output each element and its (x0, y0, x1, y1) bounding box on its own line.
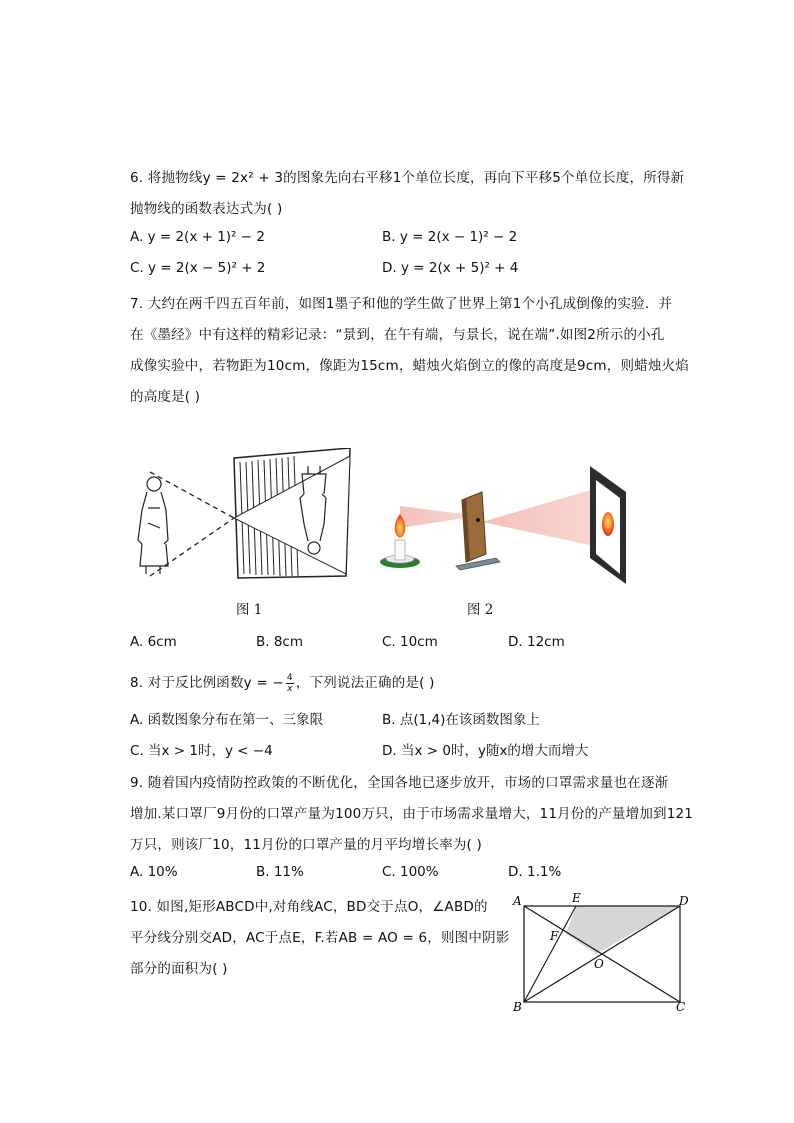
label-a: A (513, 894, 522, 908)
bisector-be (524, 906, 576, 1002)
q7-option-c[interactable]: C. 10cm (382, 634, 438, 650)
shaded-region (566, 906, 680, 954)
label-b: B (513, 1000, 522, 1014)
q7-option-a[interactable]: A. 6cm (130, 634, 177, 650)
q9-stem-line2: 增加.某口罩厂9月份的口罩产量为100万只，由于市场需求量增大，11月份的产量增加到121 (130, 806, 694, 822)
q7-option-d[interactable]: D. 12cm (508, 634, 565, 650)
figure-2-candle-apparatus (378, 462, 628, 588)
q6-option-d[interactable]: D. y = 2(x + 5)² + 4 (382, 260, 519, 276)
pinhole-board-icon (456, 492, 500, 570)
q8-option-d[interactable]: D. 当x > 0时，y随x的增大而增大 (382, 743, 589, 759)
label-c: C (676, 1000, 686, 1014)
q10-rectangle-figure (508, 890, 698, 1014)
q7-stem-line2: 在《墨经》中有这样的精彩记录：“景到，在午有端，与景长，说在端”.如图2所示的小孔 (130, 327, 665, 343)
q6-option-a[interactable]: A. y = 2(x + 1)² − 2 (130, 229, 265, 245)
q6-option-b[interactable]: B. y = 2(x − 1)² − 2 (382, 229, 518, 245)
figure-1-caption: 图 1 (236, 602, 263, 618)
q8-stem (130, 671, 435, 694)
q9-option-a[interactable]: A. 10% (130, 864, 178, 880)
label-e: E (572, 891, 581, 905)
q10-stem-line2: 平分线分别交AD，AC于点E，F.若AB = AO = 6，则图中阴影 (130, 930, 510, 946)
figure-1-pinhole-illustration (128, 448, 360, 588)
q6-stem-line2: 抛物线的函数表达式为( ) (130, 201, 283, 217)
q8-frac-den: x (287, 683, 293, 694)
figure-2-caption: 图 2 (467, 602, 494, 618)
label-f: F (550, 929, 559, 943)
label-o: O (594, 957, 604, 971)
q9-option-d[interactable]: D. 1.1% (508, 864, 562, 880)
q9-stem-line1: 9. 随着国内疫情防控政策的不断优化，全国各地已逐步放开，市场的口罩需求量也在逐渐 (130, 775, 669, 791)
q7-option-b[interactable]: B. 8cm (256, 634, 304, 650)
upright-figure-icon (138, 477, 168, 574)
q8-frac-num: 4 (286, 672, 293, 683)
q8-stem-after: ，下列说法正确的是( ) (295, 675, 435, 691)
projection-screen-icon (590, 466, 626, 584)
q6-option-c[interactable]: C. y = 2(x − 5)² + 2 (130, 260, 266, 276)
q9-stem-line3: 万只，则该厂10，11月份的口罩产量的月平均增长率为( ) (130, 837, 482, 853)
label-d: D (679, 894, 689, 908)
q8-stem-before: 8. 对于反比例函数y = − (130, 675, 284, 691)
q10-stem-line1: 10. 如图,矩形ABCD中,对角线AC，BD交于点O，∠ABD的 (130, 899, 488, 915)
q9-option-c[interactable]: C. 100% (382, 864, 439, 880)
q8-option-a[interactable]: A. 函数图象分布在第一、三象限 (130, 712, 324, 728)
q7-stem-line1: 7. 大约在两千四五百年前，如图1墨子和他的学生做了世界上第1个小孔成倒像的实验．并 (130, 296, 673, 312)
q9-option-b[interactable]: B. 11% (256, 864, 304, 880)
q10-stem-line3: 部分的面积为( ) (130, 961, 228, 977)
q7-stem-line4: 的高度是( ) (130, 389, 201, 405)
q6-stem-line1: 6. 将抛物线y = 2x² + 3的图象先向右平移1个单位长度，再向下平移5个单位长度，所得新 (130, 170, 685, 186)
q8-option-c[interactable]: C. 当x > 1时，y < −4 (130, 743, 273, 759)
q8-fraction (286, 673, 294, 694)
q8-option-b[interactable]: B. 点(1,4)在该函数图象上 (382, 712, 540, 728)
q7-stem-line3: 成像实验中，若物距为10cm，像距为15cm，蜡烛火焰倒立的像的高度是9cm，则蜡烛火焰 (130, 358, 689, 374)
